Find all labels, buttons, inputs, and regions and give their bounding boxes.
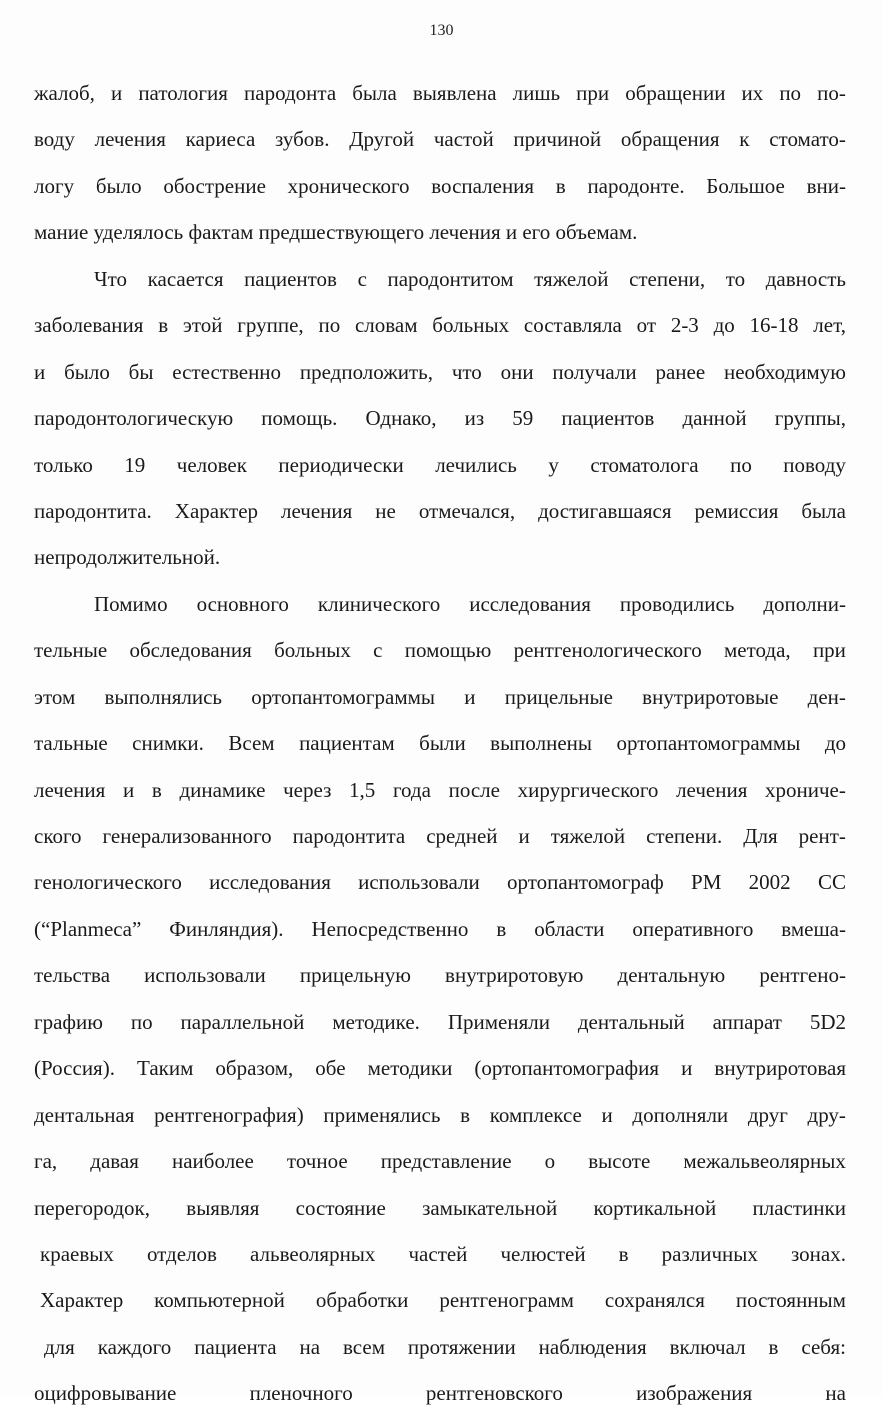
text-line: ского генерализованного пародонтита средней и тяжелой степени. Для рент- bbox=[34, 824, 846, 848]
text-line: лечения и в динамике через 1,5 года после хирургического лечения хрониче- bbox=[34, 777, 846, 802]
text-line: га, давая наиболее точное представление о высоте межальвеолярных bbox=[34, 1149, 846, 1174]
text-line: тельства использовали прицельную внутриротовую дентальную рентгено- bbox=[34, 963, 846, 988]
text-line: логу было обострение хронического воспаления в пародонте. Большое вни- bbox=[34, 173, 846, 198]
text-line: графию по параллельной методике. Применяли дентальный аппарат 5D2 bbox=[34, 1009, 846, 1034]
text-line: (Россия). Таким образом, обе методики (ортопантомография и внутриротовая bbox=[34, 1056, 846, 1081]
text-line: тальные снимки. Всем пациентам были выполнены ортопантомограммы до bbox=[34, 731, 846, 756]
text-line: для каждого пациента на всем протяжении наблюдения включал в себя: bbox=[44, 1334, 846, 1359]
page-number: 130 bbox=[429, 22, 454, 39]
text-line: пародонтологическую помощь. Однако, из 59 пациентов данной группы, bbox=[34, 406, 846, 431]
text-line: оцифровывание пленочного рентгеновского изображения на bbox=[34, 1381, 846, 1406]
body-text bbox=[34, 70, 846, 1417]
text-line: тельные обследования больных с помощью рентгенологического метода, при bbox=[34, 638, 846, 663]
text-line: заболевания в этой группе, по словам больных составляла от 2-3 до 16-18 лет, bbox=[34, 313, 846, 338]
text-line: перегородок, выявляя состояние замыкательной кортикальной пластинки bbox=[34, 1195, 846, 1220]
text-line: мание уделялось фактам предшествующего лечения и его объемам. bbox=[34, 220, 638, 245]
text-line: краевых отделов альвеолярных частей челюстей в различных зонах. bbox=[40, 1241, 846, 1266]
text-line: только 19 человек периодически лечились у стоматолога по поводу bbox=[34, 452, 846, 477]
text-line: дентальная рентгенография) применялись в комплексе и дополняли друг дру- bbox=[34, 1102, 846, 1127]
text-line: жалоб, и патология пародонта была выявлена лишь при обращении их по по- bbox=[34, 81, 846, 105]
text-line: Что касается пациентов с пародонтитом тяжелой степени, то давность bbox=[94, 266, 846, 291]
text-line: Характер компьютерной обработки рентгенограмм сохранялся постоянным bbox=[40, 1288, 846, 1313]
text-line: (“Planmeca” Финляндия). Непосредственно в области оперативного вмеша- bbox=[34, 916, 846, 941]
text-line: генологического исследования использовали ортопантомограф PM 2002 CC bbox=[34, 870, 846, 895]
text-line: пародонтита. Характер лечения не отмечался, достигавшаяся ремиссия была bbox=[34, 498, 846, 523]
text-line: воду лечения кариеса зубов. Другой частой причиной обращения к стомато- bbox=[34, 127, 846, 152]
text-line: Помимо основного клинического исследования проводились дополни- bbox=[94, 591, 846, 616]
text-line: и было бы естественно предположить, что они получали ранее необходимую bbox=[34, 359, 846, 384]
text-line: этом выполнялись ортопантомограммы и прицельные внутриротовые ден- bbox=[34, 684, 846, 709]
text-line: непродолжительной. bbox=[34, 545, 221, 570]
